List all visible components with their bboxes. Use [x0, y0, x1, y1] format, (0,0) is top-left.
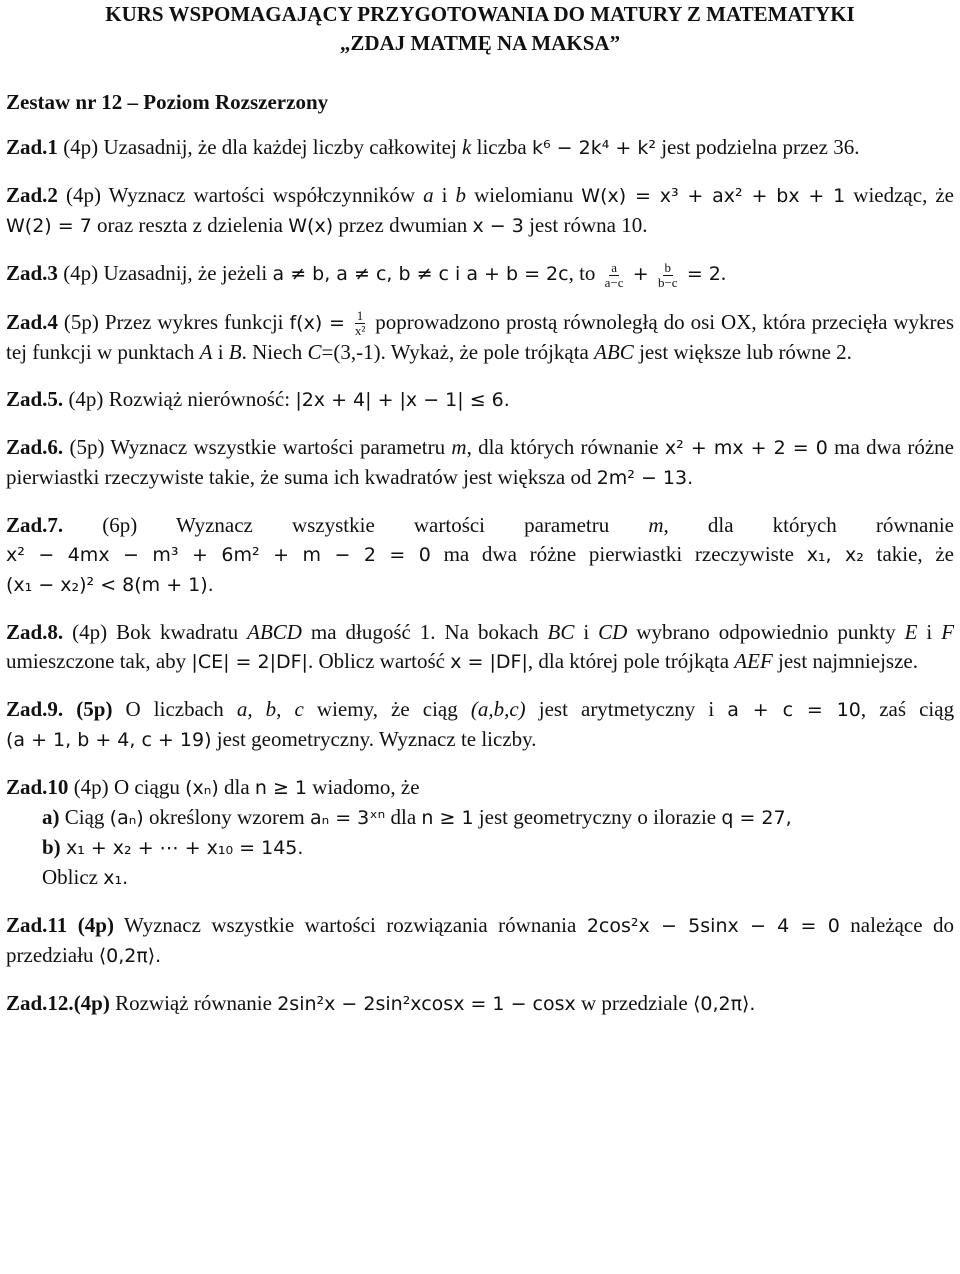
task-4 [6, 308, 954, 368]
task-text: Uzasadnij, że jeżeli [103, 261, 268, 285]
course-title: KURS WSPOMAGAJĄCY PRZYGOTOWANIA DO MATURY Z MATEMATYKI [105, 2, 855, 26]
task-text: wybrano odpowiednio punkty [636, 620, 896, 645]
formula: (xₙ) [185, 777, 219, 800]
task-text: jest geometryczny. Wyznacz te liczby. [216, 727, 537, 752]
formula: ⟨0,2π⟩. [692, 993, 756, 1016]
set-title: Zestaw nr 12 – Poziom Rozszerzony [6, 90, 329, 114]
formula: + [632, 263, 649, 285]
document-header [6, 0, 954, 58]
formula: q = 27, [721, 807, 792, 830]
task-text: dla [390, 805, 417, 830]
formula: f(x) = [289, 311, 345, 334]
task-text: Ciąg [64, 805, 105, 830]
task-text: jest najmniejsze. [778, 649, 918, 674]
task-text: Bok kwadratu [116, 620, 239, 645]
task-text: . Niech [241, 340, 303, 365]
task-10-question [6, 863, 954, 893]
task-text: , dla których równanie [663, 513, 954, 538]
task-text: O ciągu [113, 775, 180, 800]
task-text: liczba [476, 135, 527, 159]
formula: aₙ = 3ˣⁿ [309, 807, 386, 830]
task-text: jest arytmetyczny i [538, 697, 715, 722]
task-text: wiedząc, że [853, 183, 954, 207]
task-10-condition-a [6, 803, 954, 833]
variable: BC [547, 620, 575, 645]
formula: W(x) = x³ + ax² + bx + 1 [581, 185, 846, 207]
task-text: Wyznacz wszystkie wartości parametru [176, 513, 610, 538]
formula: W(2) = 7 [6, 215, 92, 237]
task-text: ma dwa różne pierwiastki rzeczywiste [443, 542, 794, 567]
formula: x = |DF| [450, 651, 528, 674]
task-text: Wyznacz wszystkie wartości parametru [110, 435, 446, 460]
task-label: Zad.8. [6, 620, 64, 645]
formula: n ≥ 1 [421, 807, 474, 830]
task-text: jest równa 10. [529, 213, 648, 237]
task-points: (4p) [77, 913, 114, 938]
formula: k⁶ − 2k⁴ + k² [532, 137, 656, 159]
fraction-denominator: a−c [604, 274, 624, 290]
formula: (aₙ) [109, 807, 144, 830]
variable: k [462, 135, 472, 159]
fraction [656, 261, 680, 290]
task-text: dla [223, 775, 250, 800]
task-text: Wyznacz wszystkie wartości rozwiązania równania [124, 913, 577, 938]
task-text: i [217, 340, 224, 365]
variable: B [228, 340, 242, 365]
variable: A [199, 340, 213, 365]
task-text: i [583, 620, 590, 645]
task-text: wielomianu [474, 183, 574, 207]
task-text: Rozwiąż równanie [115, 991, 272, 1016]
task-text: należące do przedziału [6, 913, 955, 968]
task-text: ma długość 1. Na bokach [310, 620, 539, 645]
task-text: Rozwiąż nierówność: [108, 387, 291, 412]
task-text: i [926, 620, 933, 645]
formula: = 2 [686, 263, 721, 285]
formula: x² + mx + 2 = 0 [664, 437, 828, 460]
task-text: . [720, 261, 727, 285]
task-text: wiadomo, że [312, 775, 420, 800]
task-text: , zaś ciąg [860, 697, 955, 722]
task-text: Przez wykres funkcji [104, 309, 284, 334]
formula: 2m² − 13. [596, 467, 694, 490]
task-9 [6, 695, 954, 755]
variable: b [455, 183, 467, 207]
task-text: , to [568, 261, 596, 285]
task-points: (4p) [63, 261, 99, 285]
variable: a [423, 183, 434, 207]
task-text: jest geometryczny o ilorazie [478, 805, 717, 830]
task-label: Zad.11 [6, 913, 68, 938]
formula: |2x + 4| + |x − 1| ≤ 6. [295, 389, 510, 412]
task-label: Zad.4 [6, 309, 58, 334]
task-text: przez dwumian [338, 213, 468, 237]
task-text: poprowadzono prostą równoległą do osi OX, która przecięła wykres tej funkcji w punktach [6, 309, 955, 365]
variable: AEF [734, 649, 773, 674]
formula: x² − 4mx − m³ + 6m² + m − 2 = 0 [6, 544, 431, 567]
task-label: Zad.2 [6, 183, 58, 207]
formula: x₁. [103, 867, 129, 890]
task-text: wiemy, że ciąg [316, 697, 458, 722]
variable: ABCD [247, 620, 302, 645]
task-label: Zad.3 [6, 261, 58, 285]
task-1 [6, 133, 954, 163]
formula: a + c = 10 [727, 699, 861, 722]
formula: x − 3 [472, 215, 524, 237]
fraction-numerator: 1 [356, 308, 364, 324]
task-label: Zad.9. [6, 697, 64, 722]
task-text: Oblicz [42, 865, 98, 890]
task-points: (4p) [73, 775, 109, 800]
task-5 [6, 385, 954, 415]
task-points: (4p) [68, 387, 104, 412]
task-8 [6, 618, 954, 677]
task-points: (4p) [63, 135, 99, 159]
task-points: (5p) [76, 697, 113, 722]
formula: (x₁ − x₂)² < 8(m + 1). [6, 574, 214, 597]
formula: ⟨0,2π⟩. [98, 945, 162, 968]
task-label: Zad.7. [6, 513, 64, 538]
formula: 2sin²x − 2sin²xcosx = 1 − cosx [277, 993, 576, 1016]
formula: x₁ + x₂ + ⋯ + x₁₀ = 145. [65, 837, 304, 860]
fraction-numerator: a [611, 259, 617, 275]
formula: a ≠ b, a ≠ c, b ≠ c i a + b = 2c [272, 263, 569, 285]
task-text: oraz reszta z dzielenia [97, 213, 284, 237]
task-points: (4p) [72, 620, 108, 645]
fraction [353, 309, 367, 338]
task-text: jest podzielna przez 36. [661, 135, 860, 159]
task-6 [6, 433, 954, 493]
task-7 [6, 511, 954, 600]
variable: F [941, 620, 955, 645]
task-text: takie, że [876, 542, 954, 567]
task-3 [6, 259, 954, 290]
task-text: w przedziale [581, 991, 688, 1016]
variable: m [451, 435, 467, 460]
condition-label: a) [42, 805, 60, 830]
variable: (a,b,c) [470, 697, 526, 722]
task-text: , dla której pole trójkąta [527, 649, 730, 674]
task-text: określony wzorem [148, 805, 305, 830]
variable: E [904, 620, 918, 645]
variable: m [648, 513, 664, 538]
task-points: (4p) [65, 183, 101, 207]
task-text: . Oblicz wartość [307, 649, 445, 674]
task-text: jest większe lub równe 2. [639, 340, 852, 365]
task-label: Zad.1 [6, 135, 58, 159]
task-text: Uzasadnij, że dla każdej liczby całkowitej [103, 135, 457, 159]
task-label: Zad.6. [6, 435, 64, 460]
fraction-denominator: x² [354, 323, 366, 339]
formula: n ≥ 1 [254, 777, 308, 800]
formula: (a + 1, b + 4, c + 19) [6, 729, 212, 752]
task-text: i [441, 183, 448, 207]
task-label: Zad.10 [6, 775, 69, 800]
task-text: =(3,-1). Wykaż, że pole trójkąta [321, 340, 589, 365]
task-text: O liczbach [125, 697, 224, 722]
formula: W(x) [288, 215, 334, 237]
formula: x₁, x₂ [806, 544, 864, 567]
formula: 2cos²x − 5sinx − 4 = 0 [586, 915, 840, 938]
task-11 [6, 911, 954, 971]
task-points: (5p) [63, 309, 99, 334]
variable: ABC [594, 340, 634, 365]
formula: |CE| = 2|DF| [191, 651, 308, 674]
fraction [603, 261, 626, 290]
course-subtitle: „ZDAJ MATMĘ NA MAKSA” [339, 31, 621, 55]
variable: a, b, c [236, 697, 304, 722]
task-2 [6, 181, 954, 241]
task-text: , dla których równanie [466, 435, 659, 460]
variable: C [307, 340, 322, 365]
fraction-denominator: b−c [657, 274, 678, 290]
task-text: Wyznacz wartości współczynników [108, 183, 416, 207]
task-10-condition-b [6, 833, 954, 863]
task-points: (6p) [102, 513, 138, 538]
task-label: Zad.5. [6, 387, 64, 412]
task-12 [6, 989, 954, 1019]
variable: CD [598, 620, 628, 645]
task-points: (5p) [69, 435, 105, 460]
fraction-numerator: b [664, 259, 672, 275]
task-10-intro [6, 773, 954, 803]
task-text: ma dwa różne pierwiastki rzeczywiste takie, że suma ich kwadratów jest większa od [6, 435, 954, 490]
task-points: (4p) [73, 991, 110, 1016]
task-text: umieszczone tak, aby [6, 649, 187, 674]
task-10 [6, 773, 954, 893]
task-label: Zad.12. [6, 991, 74, 1016]
condition-label: b) [42, 835, 61, 860]
